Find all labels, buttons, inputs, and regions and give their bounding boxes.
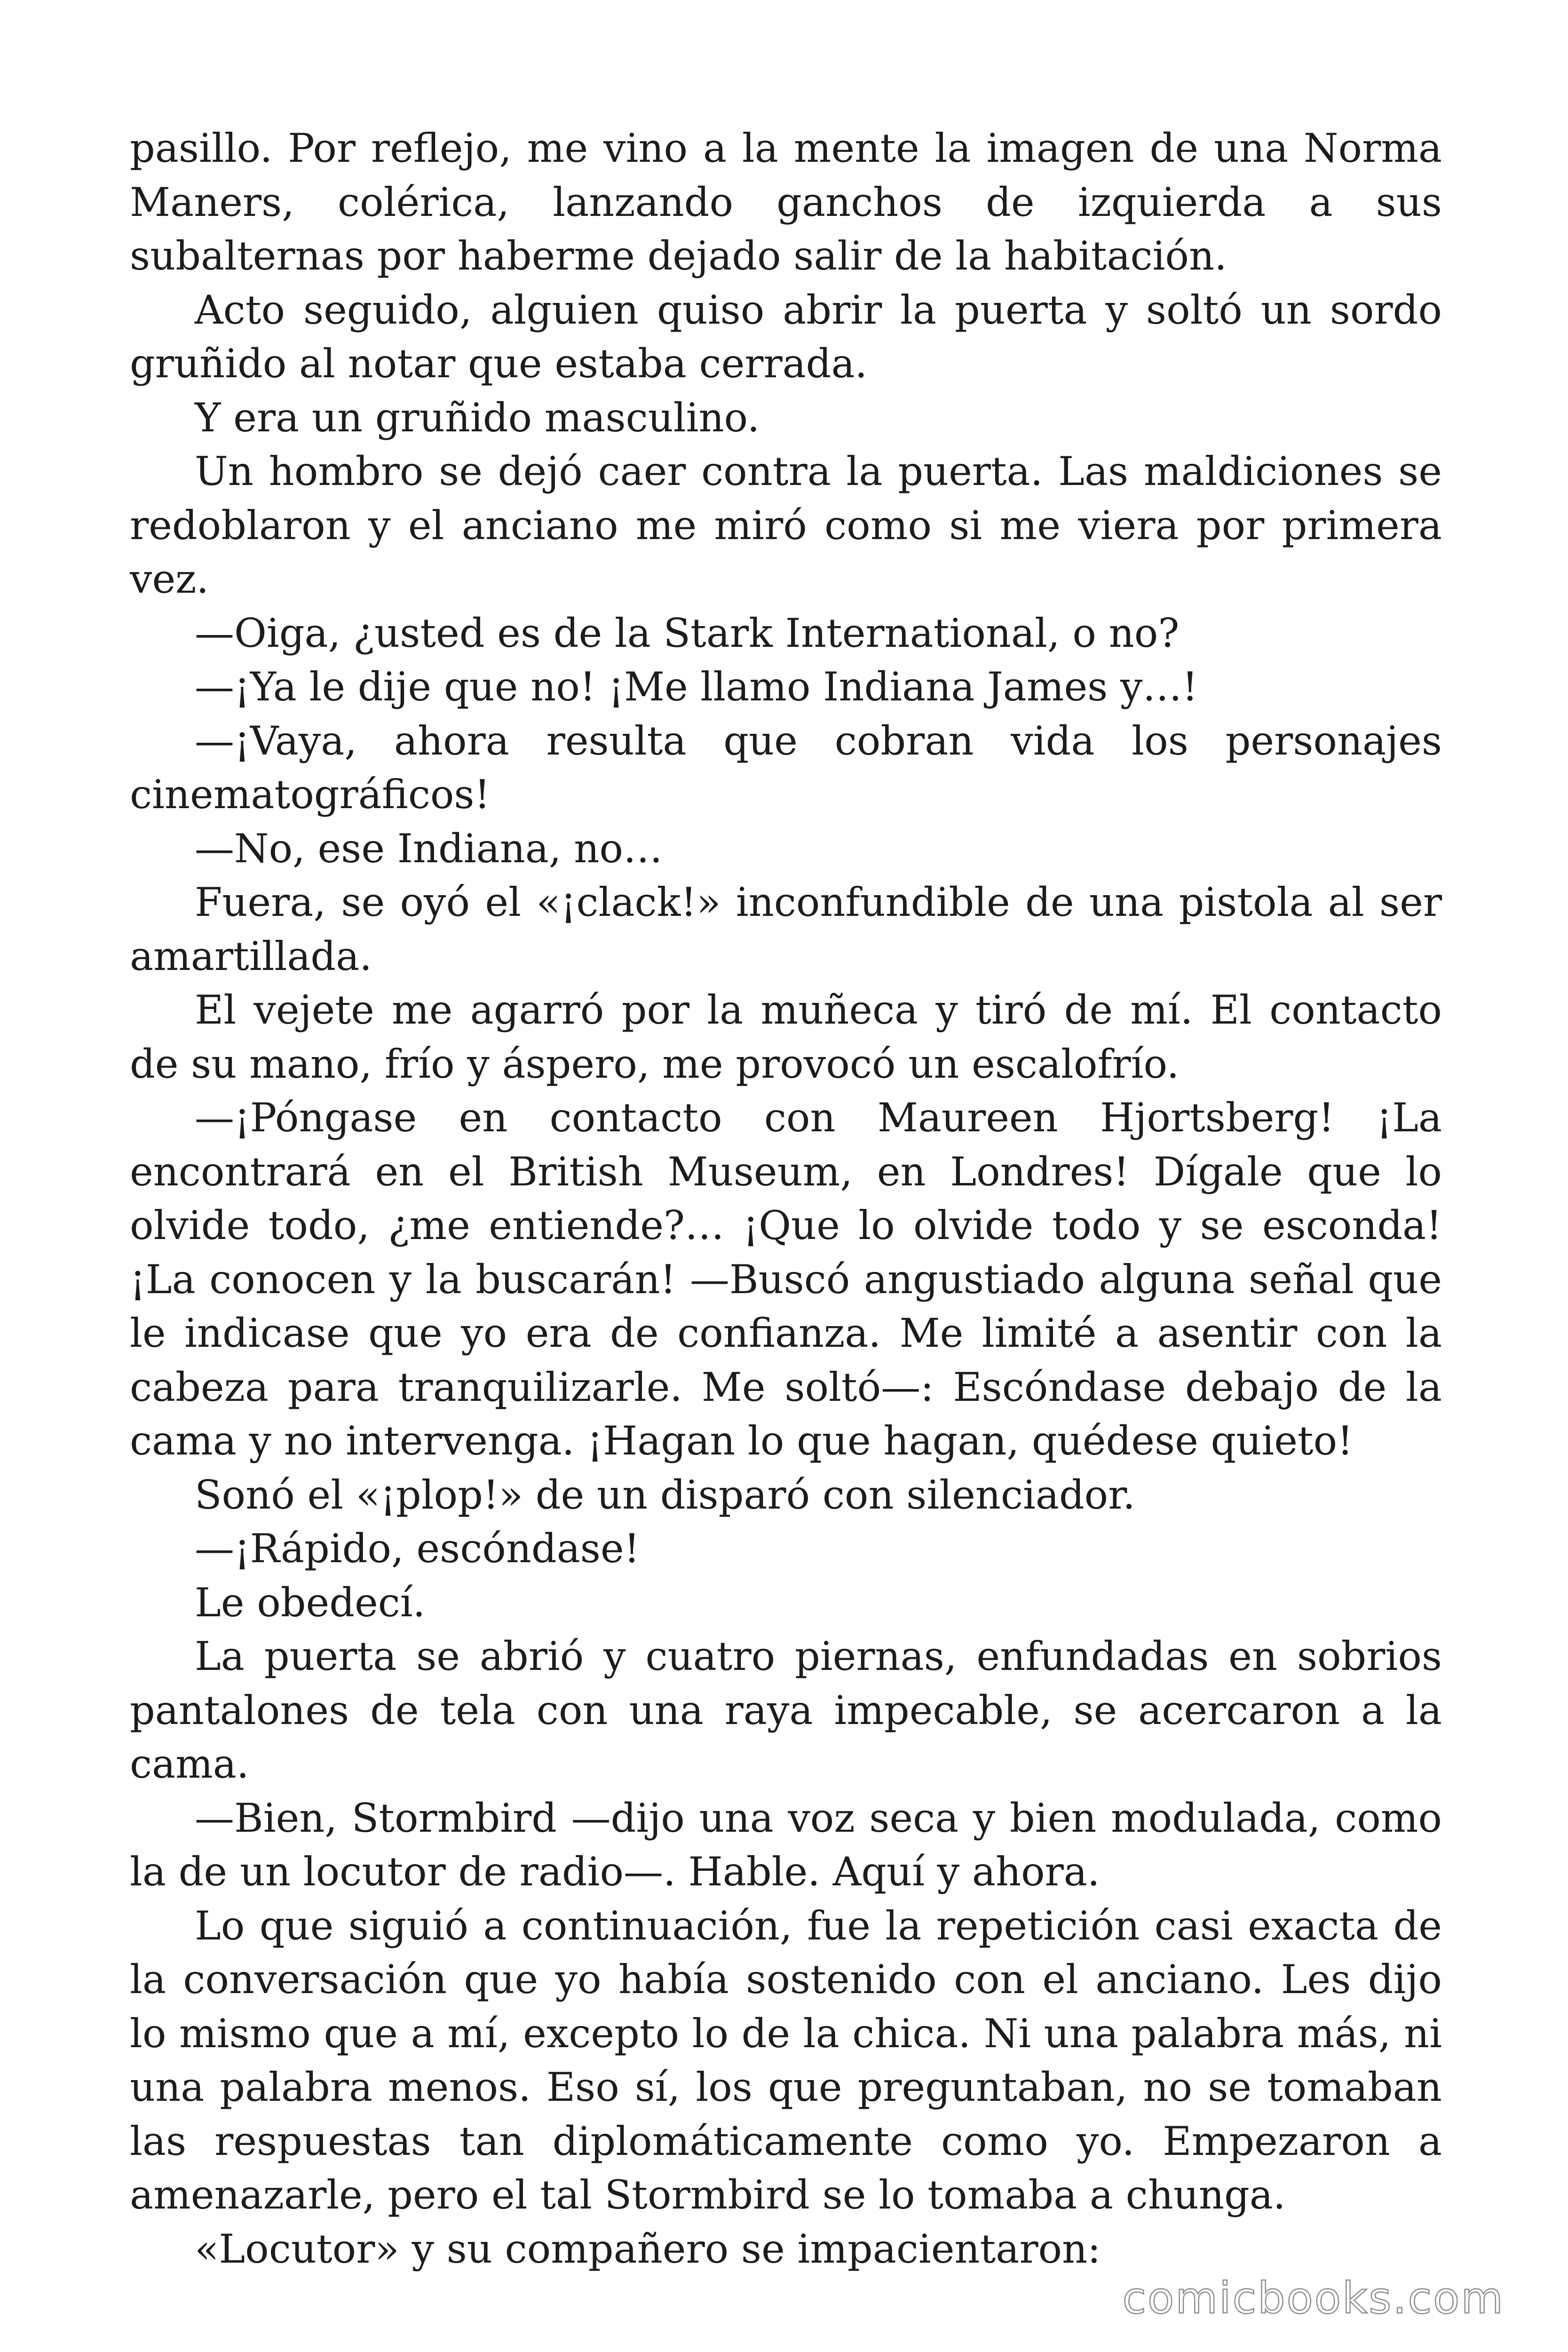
paragraph: La puerta se abrió y cuatro piernas, enfundadas en sobrios pantalones de tela con una raya impecable, se acercaron a la cama. <box>130 1633 1442 1787</box>
paragraph: «Locutor» y su compañero se impacientaron: <box>195 2225 1101 2272</box>
paragraph: Un hombro se dejó caer contra la puerta. Las maldiciones se redoblaron y el anciano me miró como si me viera por primera vez. <box>130 448 1442 602</box>
body-text <box>130 121 1442 2276</box>
paragraph: Le obedecí. <box>195 1579 426 1626</box>
dialogue-line: —No, ese Indiana, no… <box>195 825 663 872</box>
paragraph: pasillo. Por reflejo, me vino a la mente la imagen de una Norma Maners, colérica, lanzando ganchos de izquierda a sus subalternas por haberme dejado salir de la habitación. <box>130 125 1442 279</box>
dialogue-line: —¡Ya le dije que no! ¡Me llamo Indiana James y…! <box>195 664 1198 710</box>
dialogue-line: —¡Vaya, ahora resulta que cobran vida los personajes cinematográficos! <box>130 717 1442 818</box>
paragraph: Fuera, se oyó el «¡clack!» inconfundible de una pistola al ser amartillada. <box>130 879 1442 979</box>
dialogue-line: —Oiga, ¿usted es de la Stark International, o no? <box>195 610 1180 656</box>
dialogue-line: —¡Póngase en contacto con Maureen Hjortsberg! ¡La encontrará en el British Museum, en Londres! Dígale que lo olvide todo, ¿me entiende?… ¡Que lo olvide todo y se esconda! ¡La conocen y la buscarán! —Buscó angustiado alguna señal que le indicase que yo era de confianza. Me limité a asentir con la cabeza para tranquilizarle. Me soltó—: Escóndase debajo de la cama y no intervenga. ¡Hagan lo que hagan, quédese quieto! <box>130 1095 1442 1464</box>
paragraph: Sonó el «¡plop!» de un disparó con silenciador. <box>195 1471 1135 1518</box>
paragraph: El vejete me agarró por la muñeca y tiró de mí. El contacto de su mano, frío y áspero, me provocó un escalofrío. <box>130 987 1442 1087</box>
paragraph: Acto seguido, alguien quiso abrir la puerta y soltó un sordo gruñido al notar que estaba cerrada. <box>130 286 1442 387</box>
dialogue-line: —Bien, Stormbird —dijo una voz seca y bien modulada, como la de un locutor de radio—. Hable. Aquí y ahora. <box>130 1795 1442 1895</box>
watermark: comicbooks.com <box>1122 2273 1505 2323</box>
paragraph: Y era un gruñido masculino. <box>195 394 760 441</box>
dialogue-line: —¡Rápido, escóndase! <box>195 1526 640 1572</box>
paragraph: Lo que siguió a continuación, fue la repetición casi exacta de la conversación que yo había sostenido con el anciano. Les dijo lo mismo que a mí, excepto lo de la chica. Ni una palabra más, ni una palabra menos. Eso sí, los que preguntaban, no se tomaban las respuestas tan diplomáticamente como yo. Empezaron a amenazarle, pero el tal Stormbird se lo tomaba a chunga. <box>130 1902 1442 2218</box>
